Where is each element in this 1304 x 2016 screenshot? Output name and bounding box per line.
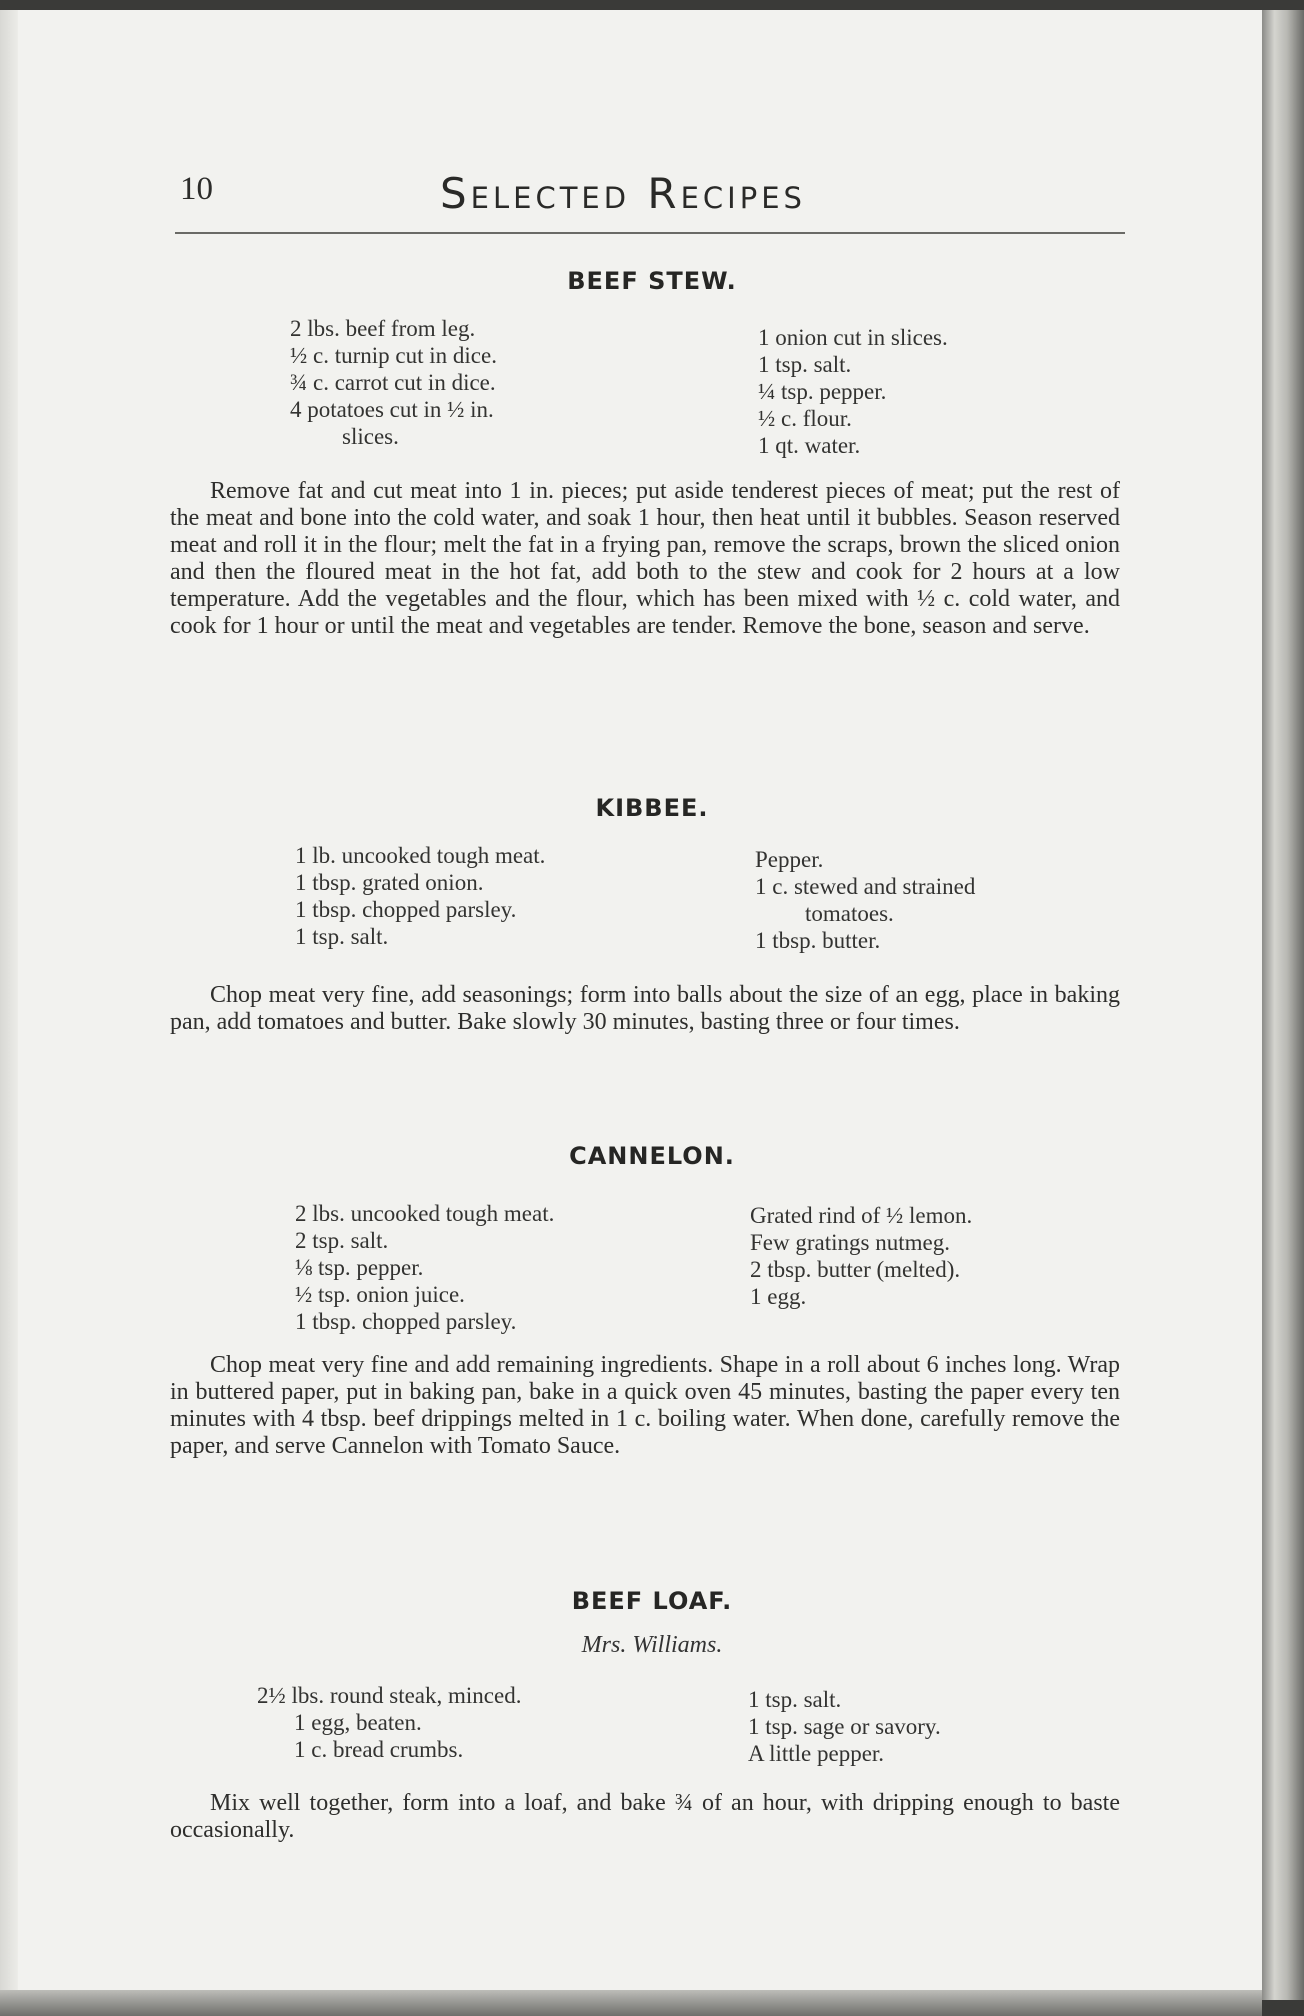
ingredients-left-kibbee (295, 842, 545, 950)
ingredient: slices. (342, 424, 399, 449)
recipe-title-kibbee: KIBBEE. (595, 794, 709, 822)
ingredient: 1 egg. (750, 1284, 807, 1309)
ingredients-left-beef-stew (290, 315, 497, 450)
ingredient: 1 onion cut in slices. (758, 325, 948, 350)
ingredient: 2½ lbs. round steak, minced. (257, 1683, 522, 1708)
ingredient: Pepper. (755, 847, 824, 872)
ingredient: 1 tbsp. chopped parsley. (295, 897, 517, 922)
ingredient: 1 lb. uncooked tough meat. (295, 843, 546, 868)
ingredients-left-cannelon (295, 1200, 554, 1335)
ingredient: 1 tsp. salt. (295, 924, 389, 949)
ingredients-right-cannelon (750, 1202, 972, 1310)
ingredient: 1 egg, beaten. (294, 1710, 422, 1735)
recipe-byline: Mrs. Williams. (581, 1632, 723, 1658)
page-number: 10 (180, 171, 213, 207)
ingredient: 2 tsp. salt. (295, 1228, 389, 1253)
page-edge-left (0, 10, 18, 2000)
ingredient: ½ c. flour. (758, 406, 852, 431)
ingredients-right-kibbee (755, 846, 975, 954)
ingredient: Grated rind of ½ lemon. (750, 1203, 973, 1228)
ingredient: 1 tsp. sage or savory. (748, 1714, 941, 1739)
ingredient: 1 c. stewed and strained (755, 874, 976, 899)
method-kibbee: Chop meat very fine, add seasonings; form into balls about the size of an egg, place in baking pan, add tomatoes and butter. Bake slowly 30 minutes, basting three or four times. (170, 982, 1120, 1035)
method-beef-stew: Remove fat and cut meat into 1 in. pieces; put aside tenderest pieces of meat; put the rest of the meat and bone into the cold water, and soak 1 hour, then heat until it bubbles. Season reserved meat and roll it in the flour; melt the fat in a frying pan, remove the scraps, brown the sliced onion and then the floured meat in the hot fat, add both to the stew and cook for 2 hours at a low temperature. Add the vegetables and the flour, which has been mixed with ½ c. cold water, and cook for 1 hour or until the meat and vegetables are tender. Remove the bone, season and serve. (170, 478, 1120, 639)
ingredient: ¼ tsp. pepper. (758, 379, 887, 404)
page-header (175, 165, 1125, 225)
ingredient: 1 tbsp. chopped parsley. (295, 1309, 517, 1334)
page-edge-bottom (0, 1990, 1262, 2016)
recipe-title-beef-stew: BEEF STEW. (567, 267, 737, 295)
method-beef-loaf: Mix well together, form into a loaf, and bake ¾ of an hour, with dripping enough to baste occasionally. (170, 1790, 1120, 1843)
ingredient: 1 c. bread crumbs. (294, 1737, 464, 1762)
ingredient: ¾ c. carrot cut in dice. (290, 370, 496, 395)
ingredient: 1 tbsp. grated onion. (295, 870, 484, 895)
ingredient: 1 tsp. salt. (758, 352, 852, 377)
ingredient: 1 qt. water. (758, 433, 861, 458)
page-edge-right (1262, 10, 1304, 2000)
ingredients-right-beef-loaf (748, 1686, 941, 1767)
ingredient: A little pepper. (748, 1741, 885, 1766)
ingredient: ½ c. turnip cut in dice. (290, 343, 497, 368)
ingredients-right-beef-stew (758, 324, 948, 459)
ingredient: ⅛ tsp. pepper. (295, 1255, 424, 1280)
ingredient: tomatoes. (805, 901, 894, 926)
ingredient: 1 tsp. salt. (748, 1687, 842, 1712)
ingredient: ½ tsp. onion juice. (295, 1282, 465, 1307)
ingredient: 1 tbsp. butter. (755, 928, 881, 953)
header-rule (175, 232, 1125, 234)
recipe-title-beef-loaf: BEEF LOAF. (571, 1587, 733, 1615)
ingredient: 2 tbsp. butter (melted). (750, 1257, 961, 1282)
ingredient: 2 lbs. uncooked tough meat. (295, 1201, 555, 1226)
ingredients-left-beef-loaf (257, 1682, 521, 1763)
method-cannelon: Chop meat very fine and add remaining ingredients. Shape in a roll about 6 inches long. Wrap in buttered paper, put in baking pan, bake in a quick oven 45 minutes, basting the paper every ten minutes with 4 tbsp. beef drippings melted in 1 c. boiling water. When done, carefully remove the paper, and serve Cannelon with Tomato Sauce. (170, 1352, 1120, 1459)
ingredient: 2 lbs. beef from leg. (290, 316, 476, 341)
ingredient: 4 potatoes cut in ½ in. (290, 397, 494, 422)
running-title: Selected Recipes (440, 169, 806, 218)
recipe-title-cannelon: CANNELON. (569, 1142, 735, 1170)
ingredient: Few gratings nutmeg. (750, 1230, 950, 1255)
